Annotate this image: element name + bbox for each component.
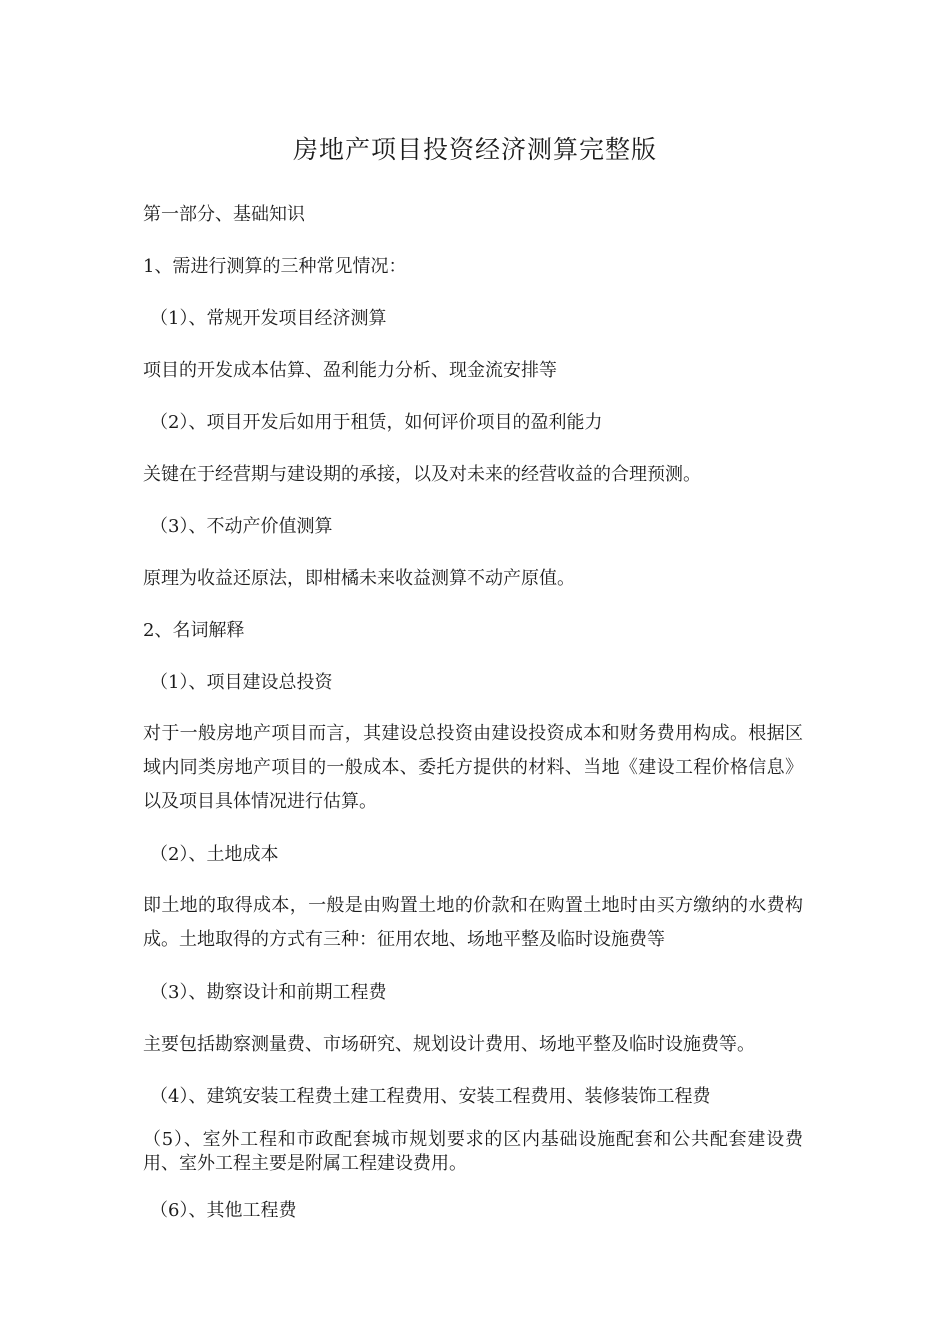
heading-glossary: 2、名词解释 — [143, 620, 245, 641]
subheading-land-cost: （2）、土地成本 — [150, 844, 279, 865]
paragraph-case-1: 项目的开发成本估算、盈利能力分析、现金流安排等 — [143, 360, 557, 381]
subheading-outdoor-municipal: （5）、室外工程和市政配套城市规划要求的区内基础设施配套和公共配套建设费用、室外工程主要是附属工程建设费用。 — [143, 1129, 803, 1174]
subheading-total-investment: （1）、项目建设总投资 — [150, 672, 333, 693]
paragraph-total-investment: 对于一般房地产项目而言，其建设总投资由建设投资成本和财务费用构成。根据区域内同类房地产项目的一般成本、委托方提供的材料、当地《建设工程价格信息》以及项目具体情况进行估算。 — [143, 723, 803, 812]
paragraph-case-2: 关键在于经营期与建设期的承接，以及对未来的经营收益的合理预测。 — [143, 464, 701, 485]
subheading-case-1: （1）、常规开发项目经济测算 — [150, 308, 387, 329]
subheading-survey-design: （3）、勘察设计和前期工程费 — [150, 982, 387, 1003]
heading-three-cases: 1、需进行测算的三种常见情况： — [143, 256, 407, 277]
subheading-other-engineering: （6）、其他工程费 — [150, 1200, 297, 1221]
subheading-case-2: （2）、项目开发后如用于租赁，如何评价项目的盈利能力 — [150, 412, 603, 433]
paragraph-survey-design: 主要包括勘察测量费、市场研究、规划设计费用、场地平整及临时设施费等。 — [143, 1034, 755, 1055]
subheading-case-3: （3）、不动产价值测算 — [150, 516, 333, 537]
paragraph-land-cost: 即土地的取得成本，一般是由购置土地的价款和在购置土地时由买方缴纳的水费构成。土地取得的方式有三种：征用农地、场地平整及临时设施费等 — [143, 895, 803, 950]
subheading-construction-install: （4）、建筑安装工程费土建工程费用、安装工程费用、装修装饰工程费 — [150, 1086, 711, 1107]
section-heading-part-one: 第一部分、基础知识 — [143, 204, 305, 225]
paragraph-case-3: 原理为收益还原法，即柑橘未来收益测算不动产原值。 — [143, 568, 575, 589]
document-title: 房地产项目投资经济测算完整版 — [292, 135, 657, 164]
